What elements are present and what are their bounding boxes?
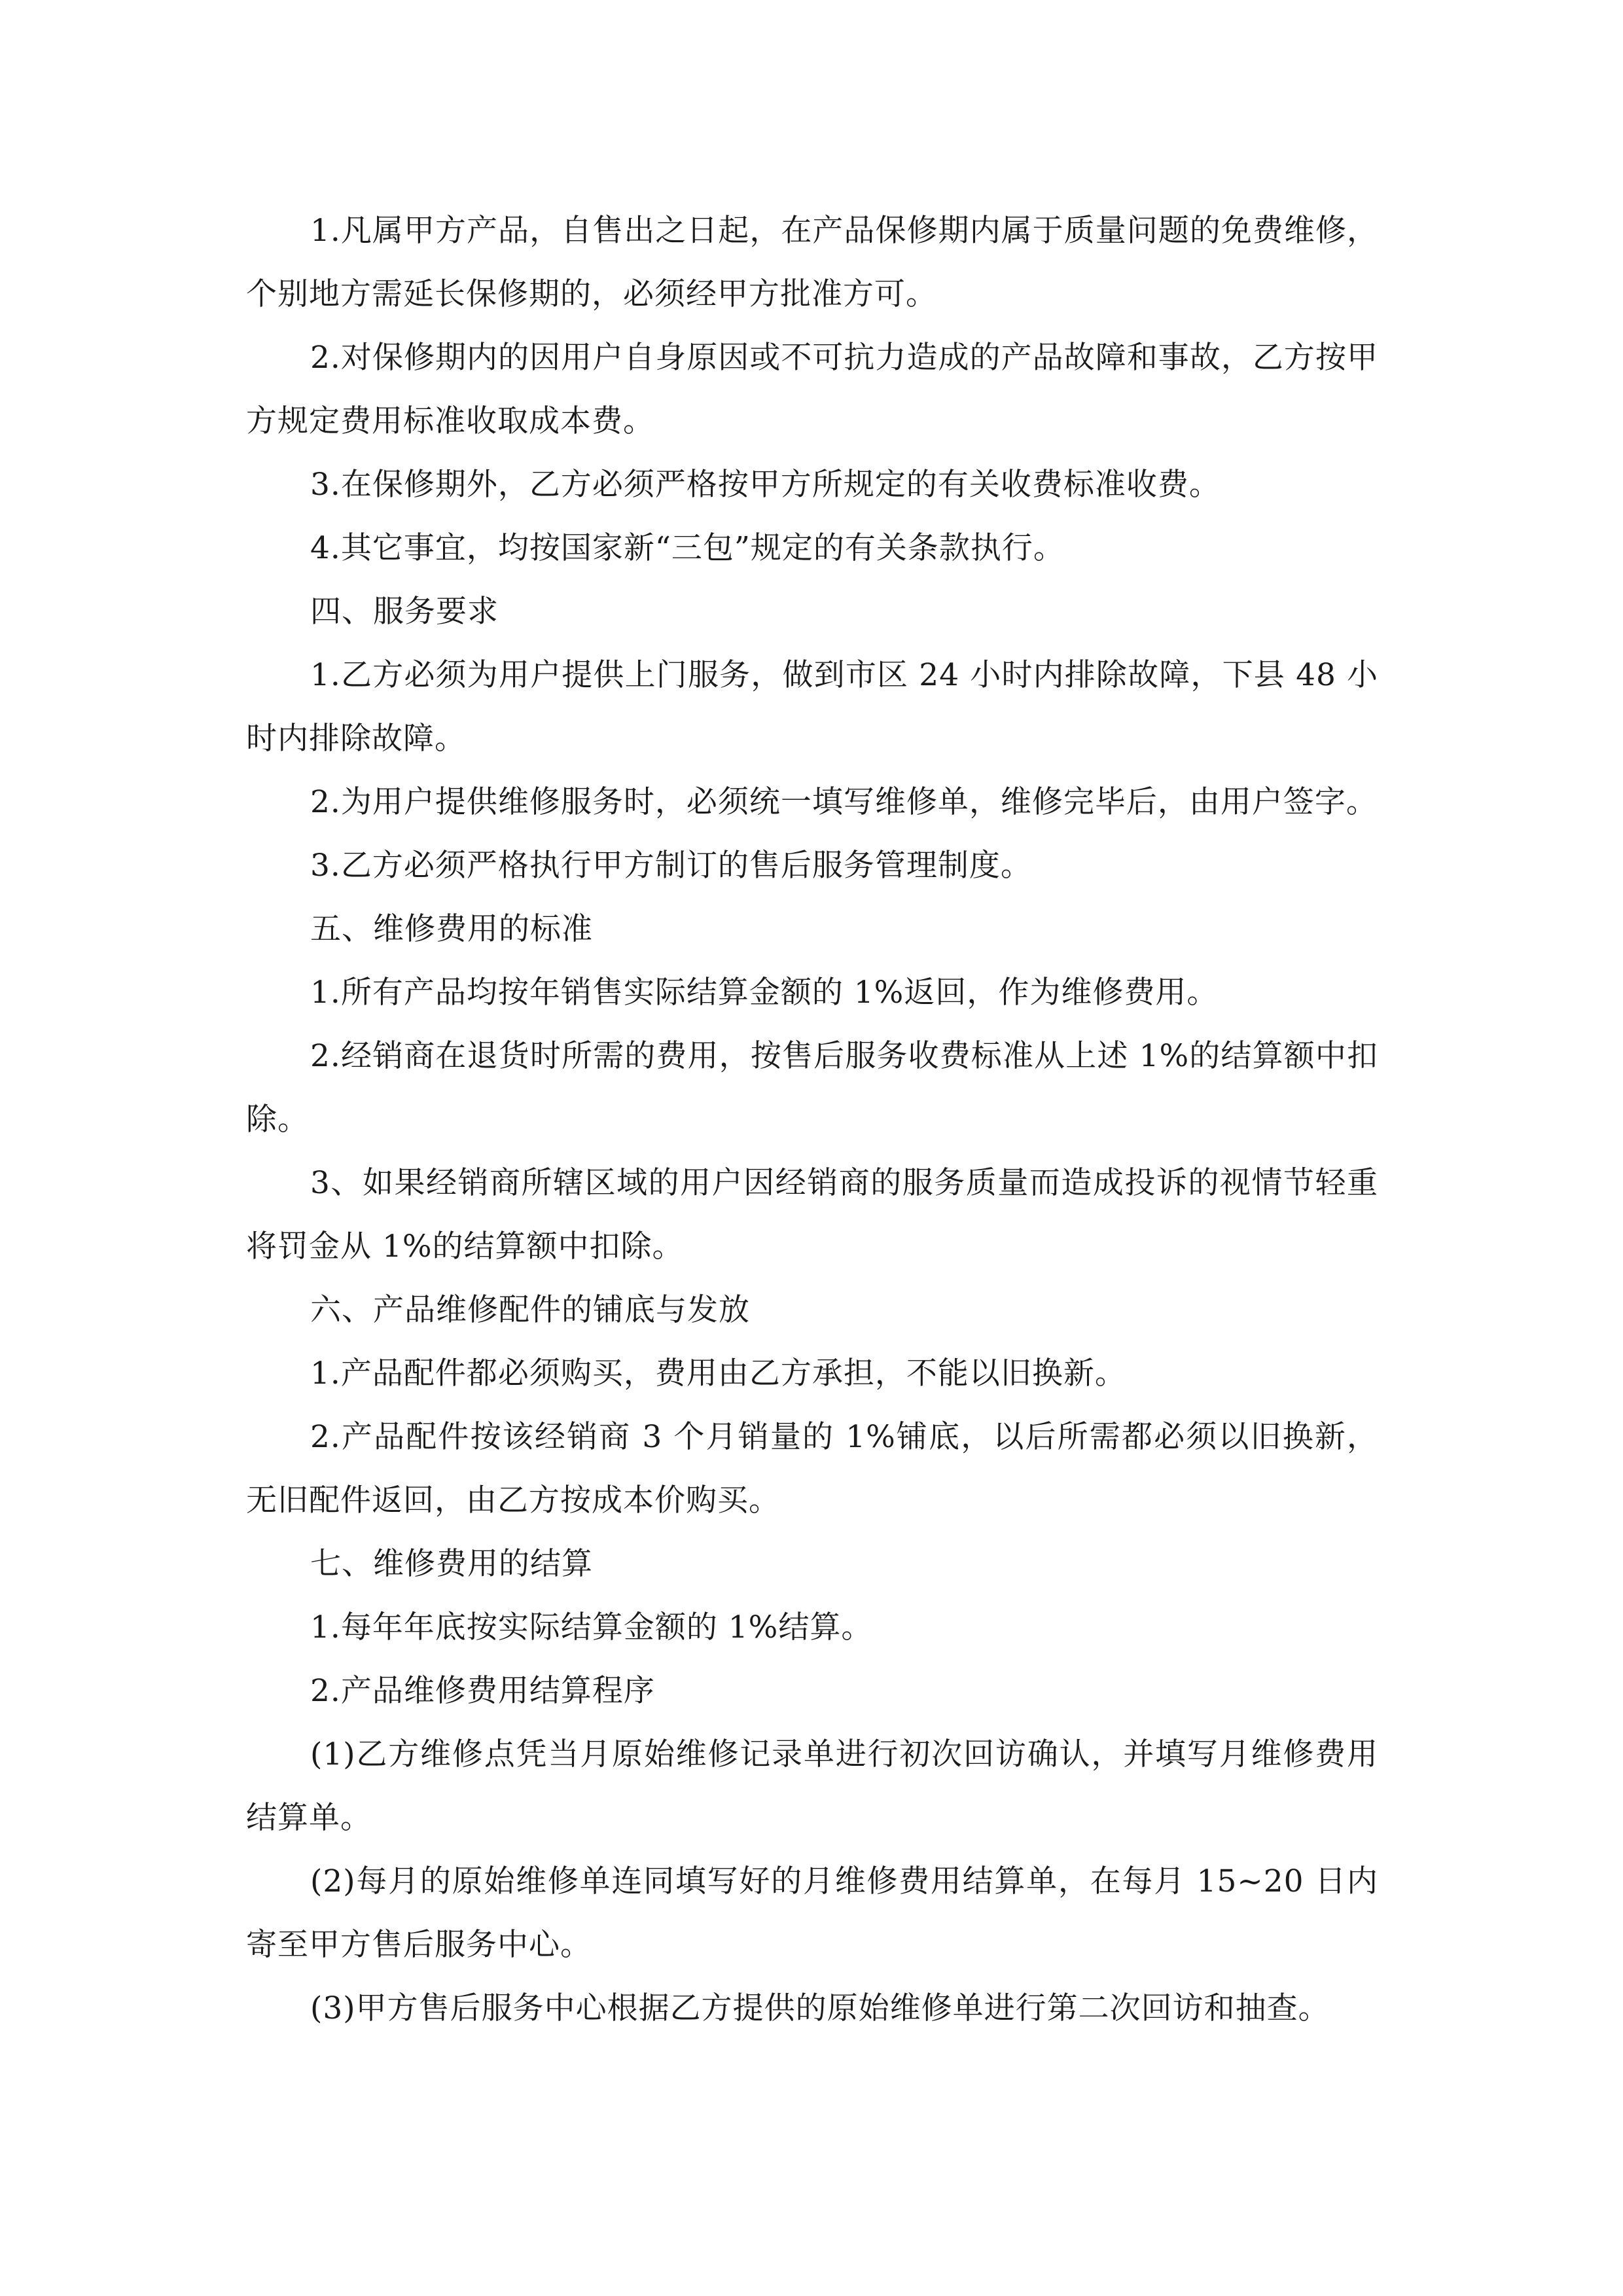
clause-user-fault-cost: 2.对保修期内的因用户自身原因或不可抗力造成的产品故障和事故，乙方按甲方规定费用标准收取成本费。: [246, 340, 1378, 439]
clause-annual-settlement: 1.每年年底按实际结算金额的 1%结算。: [310, 1609, 873, 1645]
clause-service-management: 3.乙方必须严格执行甲方制订的售后服务管理制度。: [310, 848, 1032, 884]
clause-complaint-penalty: 3、如果经销商所辖区域的用户因经销商的服务质量而造成投诉的视情节轻重将罚金从 1%的结算额中扣除。: [246, 1165, 1378, 1265]
procedure-step-1: (1)乙方维修点凭当月原始维修记录单进行初次回访确认，并填写月维修费用结算单。: [246, 1736, 1378, 1836]
clause-out-of-warranty: 3.在保修期外，乙方必须严格按甲方所规定的有关收费标准收费。: [310, 467, 1221, 503]
clause-parts-stock-base: 2.产品配件按该经销商 3 个月销量的 1%铺底，以后所需都必须以旧换新，无旧配件返回，由乙方按成本价购买。: [246, 1419, 1378, 1518]
procedure-step-2: (2)每月的原始维修单连同填写好的月维修费用结算单，在每月 15~20 日内寄至甲方售后服务中心。: [246, 1863, 1378, 1963]
section-heading-parts-stock: 六、产品维修配件的铺底与发放: [310, 1292, 750, 1328]
clause-repair-form: 2.为用户提供维修服务时，必须统一填写维修单，维修完毕后，由用户签字。: [310, 784, 1378, 820]
clause-repair-fee-return: 1.所有产品均按年销售实际结算金额的 1%返回，作为维修费用。: [310, 975, 1219, 1011]
section-heading-service-requirements: 四、服务要求: [310, 594, 499, 630]
clause-warranty-free-repair: 1.凡属甲方产品，自售出之日起，在产品保修期内属于质量问题的免费维修，个别地方需延长保修期的，必须经甲方批准方可。: [246, 213, 1378, 312]
section-heading-repair-cost-standard: 五、维修费用的标准: [310, 911, 593, 947]
document-body: [246, 199, 1378, 2040]
clause-settlement-procedure: 2.产品维修费用结算程序: [310, 1673, 655, 1709]
clause-other-matters: 4.其它事宜，均按国家新“三包”规定的有关条款执行。: [310, 530, 1065, 566]
clause-onsite-service: 1.乙方必须为用户提供上门服务，做到市区 24 小时内排除故障，下县 48 小时内排除故障。: [246, 657, 1378, 757]
clause-return-cost-deduction: 2.经销商在退货时所需的费用，按售后服务收费标准从上述 1%的结算额中扣除。: [246, 1038, 1378, 1138]
section-heading-settlement: 七、维修费用的结算: [310, 1546, 593, 1582]
procedure-step-3: (3)甲方售后服务中心根据乙方提供的原始维修单进行第二次回访和抽查。: [310, 1990, 1330, 2026]
clause-parts-purchase: 1.产品配件都必须购买，费用由乙方承担，不能以旧换新。: [310, 1355, 1126, 1391]
